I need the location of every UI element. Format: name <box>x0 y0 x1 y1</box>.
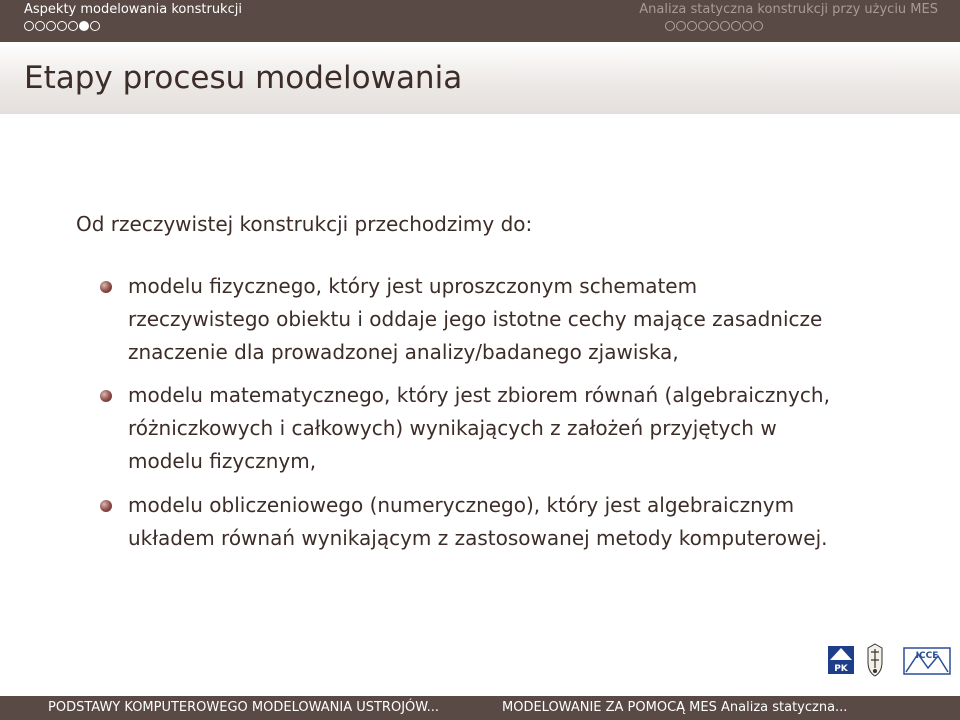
crest-icon <box>868 644 882 676</box>
item-line: modelu fizycznym, <box>128 449 317 473</box>
nav-dot[interactable] <box>79 21 89 31</box>
icce-logo-icon <box>904 648 950 674</box>
nav-dot[interactable] <box>731 21 741 31</box>
nav-dot[interactable] <box>35 21 45 31</box>
footer-left: PODSTAWY KOMPUTEROWEGO MODELOWANIA USTROJÓW... <box>48 700 440 715</box>
list-item <box>128 270 908 369</box>
nav-dot[interactable] <box>709 21 719 31</box>
nav-dots-left <box>24 21 100 33</box>
section-title-right[interactable]: Analiza statyczna konstrukcji przy użyciu MES <box>639 2 938 17</box>
item-line: znaczenie dla prowadzonej analizy/badanego zjawiska, <box>128 340 679 364</box>
item-line: modelu obliczeniowego (numerycznego), który jest algebraicznym <box>128 493 795 517</box>
nav-dot[interactable] <box>68 21 78 31</box>
logos <box>828 640 953 682</box>
item-line: układem równań wynikającym z zastosowanej metody komputerowej. <box>128 526 828 550</box>
nav-dot[interactable] <box>753 21 763 31</box>
bullet-icon <box>100 500 112 512</box>
nav-dot[interactable] <box>24 21 34 31</box>
nav-dot[interactable] <box>665 21 675 31</box>
list-item <box>128 379 908 478</box>
pk-logo-icon <box>828 646 854 674</box>
bullet-icon <box>100 281 112 293</box>
footer-bar <box>0 696 960 720</box>
section-title-left[interactable]: Aspekty modelowania konstrukcji <box>24 2 242 17</box>
nav-dot[interactable] <box>46 21 56 31</box>
nav-dot[interactable] <box>698 21 708 31</box>
header-bar <box>0 0 960 42</box>
nav-dot[interactable] <box>720 21 730 31</box>
list-item <box>128 489 908 555</box>
intro-text: Od rzeczywistej konstrukcji przechodzimy do: <box>76 212 533 236</box>
nav-dot[interactable] <box>676 21 686 31</box>
nav-dot[interactable] <box>687 21 697 31</box>
item-line: rzeczywistego obiektu i oddaje jego istotne cechy mające zasadnicze <box>128 307 823 331</box>
nav-dot[interactable] <box>90 21 100 31</box>
item-line: modelu fizycznego, który jest uproszczonym schematem <box>128 274 698 298</box>
footer-right: MODELOWANIE ZA POMOCĄ MES Analiza statyczna... <box>502 700 848 715</box>
item-line: różniczkowych i całkowych) wynikających z założeń przyjętych w <box>128 416 777 440</box>
item-line: modelu matematycznego, który jest zbiorem równań (algebraicznych, <box>128 383 830 407</box>
nav-dots-right <box>665 21 763 33</box>
pk-logo-text: PK <box>834 664 848 674</box>
bullet-icon <box>100 390 112 402</box>
icce-logo-text: ICCE <box>915 651 939 661</box>
page-title: Etapy procesu modelowania <box>24 60 463 96</box>
nav-dot[interactable] <box>57 21 67 31</box>
nav-dot[interactable] <box>742 21 752 31</box>
